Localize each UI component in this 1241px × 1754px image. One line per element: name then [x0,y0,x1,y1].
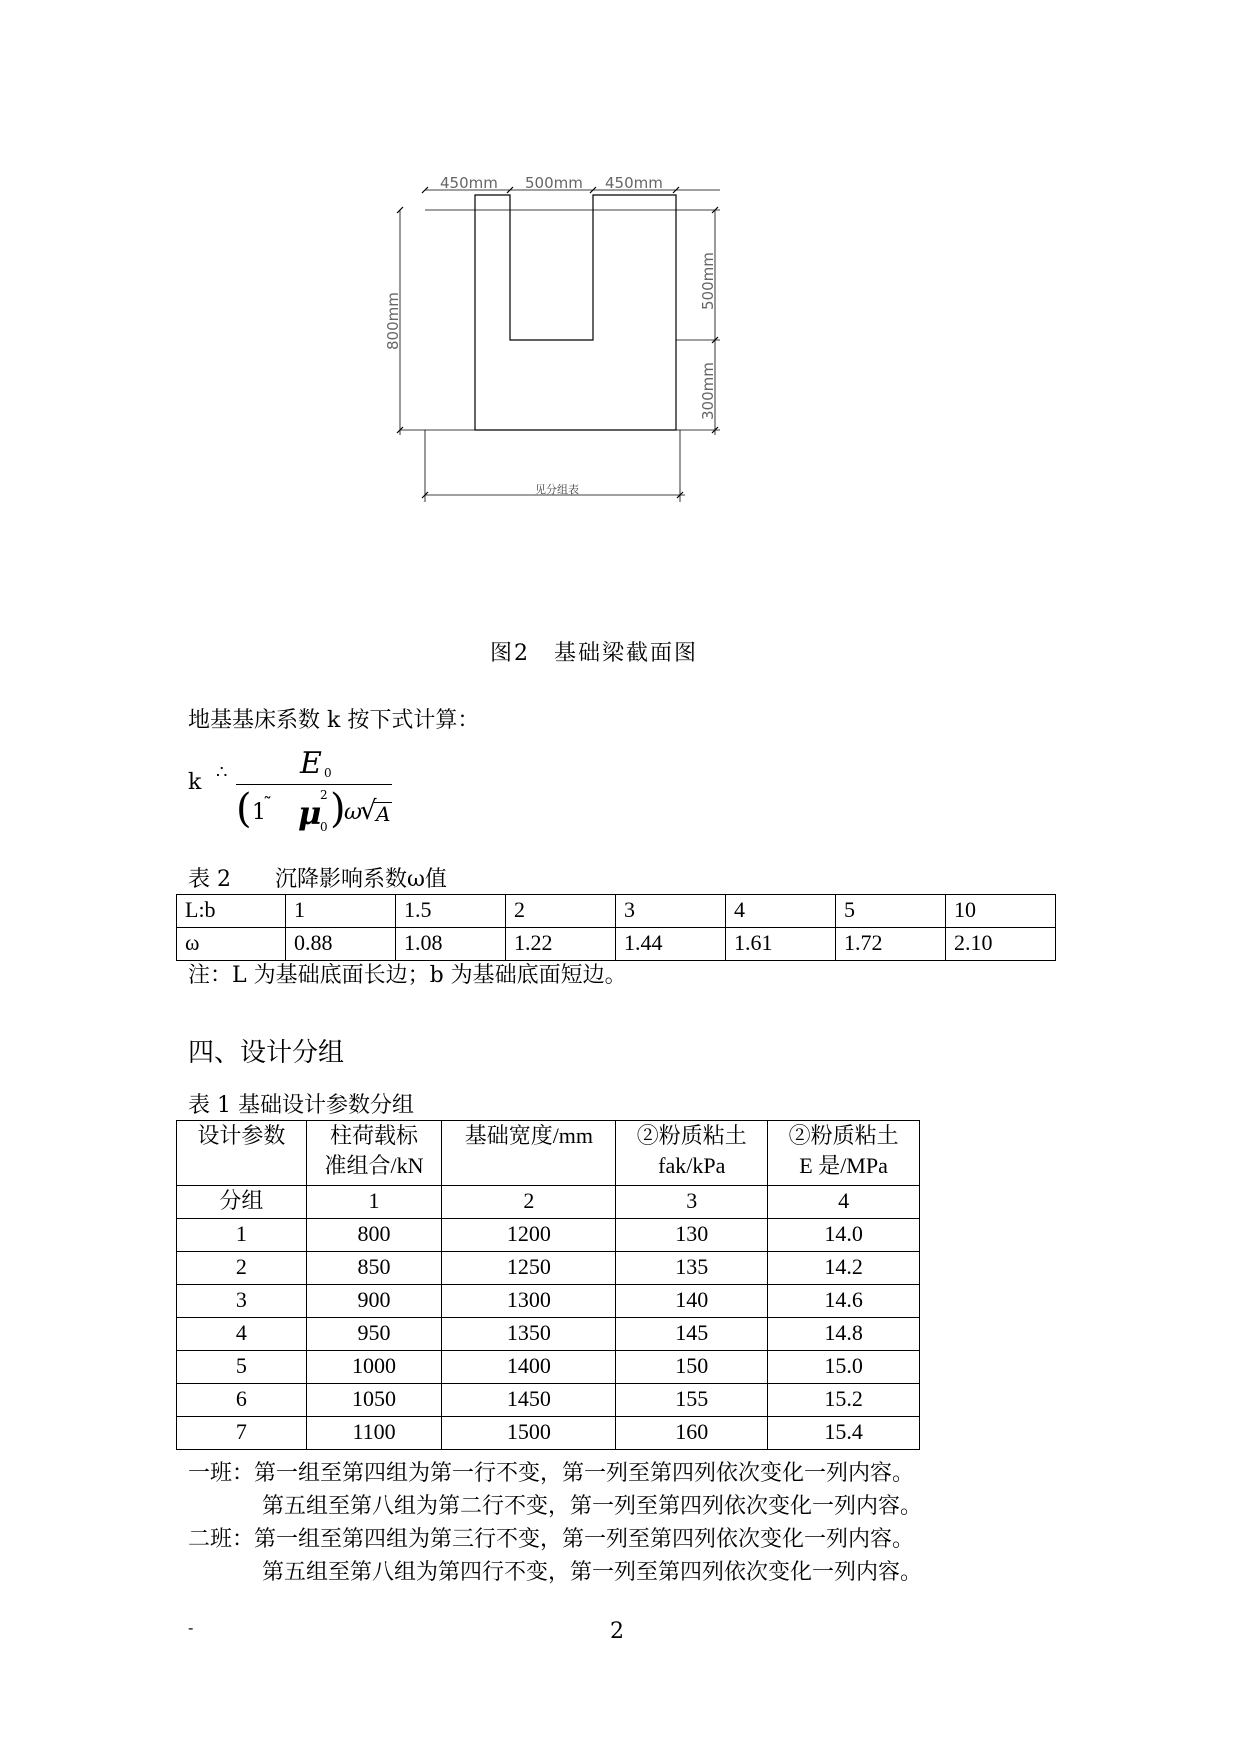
figure-caption: 图2 基础梁截面图 [490,641,698,666]
table-cell: 850 [306,1252,442,1285]
table-cell: 1.44 [616,928,726,961]
dim-top-left: 450mm [440,174,498,192]
table-row [177,1351,920,1384]
table-cell: 1450 [442,1384,616,1417]
table-row [177,1384,920,1417]
formula-numerator: E [300,746,322,781]
table-cell: 3 [616,895,726,928]
footer-dash: - [188,1618,194,1637]
note-line-2: 第五组至第八组为第二行不变，第一列至第四列依次变化一列内容。 [262,1494,923,1519]
table-row [177,895,1056,928]
table-cell: 4 [177,1318,307,1351]
table-cell: 1 [177,1219,307,1252]
table-row [177,928,1056,961]
table-cell: 14.2 [768,1252,920,1285]
table-cell: 1000 [306,1351,442,1384]
beam-section-figure [384,174,740,560]
formula-minus: ˜ [263,794,272,815]
table-cell: 1050 [306,1384,442,1417]
table-cell: L:b [177,895,286,928]
table2-caption: 表 2 沉降影响系数ω值 [188,867,447,892]
table-cell: 900 [306,1285,442,1318]
note-line-4: 第五组至第八组为第四行不变，第一列至第四列依次变化一列内容。 [262,1560,923,1585]
intro-text: 地基基床系数 k 按下式计算： [188,708,480,733]
table-cell: 1.08 [396,928,506,961]
formula-exp: 2 [320,788,328,802]
table-cell: 1.72 [836,928,946,961]
formula-sqrt: √ [360,796,377,826]
formula-one: 1 [252,800,266,825]
table-row [177,1252,920,1285]
table-cell: 15.4 [768,1417,920,1450]
table-cell: 7 [177,1417,307,1450]
table-cell: 5 [177,1351,307,1384]
table-cell: 3 [177,1285,307,1318]
table-cell: ω [177,928,286,961]
table-cell: 1 [286,895,396,928]
table-header-cell: ②粉质粘土 fak/kPa [616,1121,768,1186]
formula [188,746,408,850]
table-cell: 140 [616,1285,768,1318]
table-row [177,1219,920,1252]
table-cell: 135 [616,1252,768,1285]
note-line-3: 二班：第一组至第四组为第三行不变，第一列至第四列依次变化一列内容。 [188,1527,915,1552]
table-cell: 1100 [306,1417,442,1450]
table-cell: 2.10 [946,928,1056,961]
dim-right-lower: 300mm [699,362,717,420]
settlement-coefficient-table [176,894,1056,961]
table-cell: 分组 [177,1186,307,1219]
formula-omega: ω [344,800,362,825]
dim-left-height: 800mm [384,292,402,350]
table-header-cell: 设计参数 [177,1121,307,1186]
page-number: 2 [610,1619,624,1644]
table-cell: 155 [616,1384,768,1417]
table-cell: 1350 [442,1318,616,1351]
table-cell: 4 [726,895,836,928]
table-cell: 150 [616,1351,768,1384]
formula-numerator-sub: 0 [324,766,332,780]
table-header-cell: 基础宽度/mm [442,1121,616,1186]
table-cell: 1500 [442,1417,616,1450]
table-cell: 10 [946,895,1056,928]
table-cell: 14.6 [768,1285,920,1318]
table1-caption: 表 1 基础设计参数分组 [188,1093,414,1118]
table-cell: 3 [616,1186,768,1219]
table-cell: 2 [442,1186,616,1219]
section-title: 四、设计分组 [188,1038,345,1068]
formula-symbol: ∴ [216,762,228,783]
formula-open-paren: ( [236,786,252,832]
table-cell: 160 [616,1417,768,1450]
note-line-1: 一班：第一组至第四组为第一行不变，第一列至第四列依次变化一列内容。 [188,1461,915,1486]
table-row [177,1318,920,1351]
table-cell: 0.88 [286,928,396,961]
table-cell: 6 [177,1384,307,1417]
table-cell: 2 [177,1252,307,1285]
table-cell: 2 [506,895,616,928]
table-cell: 130 [616,1219,768,1252]
dim-right-upper: 500mm [699,252,717,310]
table-row [177,1186,920,1219]
table-cell: 14.8 [768,1318,920,1351]
dim-top-mid: 500mm [525,174,583,192]
table-cell: 5 [836,895,946,928]
table2-note: 注：L 为基础底面长边；b 为基础底面短边。 [188,963,627,988]
table-cell: 1400 [442,1351,616,1384]
section-outline [475,195,676,430]
design-parameter-table [176,1120,920,1450]
formula-A: A [376,802,391,826]
formula-mu-sub: 0 [320,820,328,834]
table-cell: 1.22 [506,928,616,961]
table-cell: 800 [306,1219,442,1252]
table-header-cell: 柱荷载标 准组合/kN [306,1121,442,1186]
table-header-row [177,1121,920,1186]
fraction-bar [236,784,392,785]
formula-k: k [188,770,202,795]
formula-close-paren: ) [330,786,346,832]
table-row [177,1417,920,1450]
table-cell: 950 [306,1318,442,1351]
table-cell: 1250 [442,1252,616,1285]
table-cell: 1.5 [396,895,506,928]
table-row [177,1285,920,1318]
table-cell: 15.2 [768,1384,920,1417]
table-header-cell: ②粉质粘土 E 是/MPa [768,1121,920,1186]
table-cell: 15.0 [768,1351,920,1384]
table-cell: 1.61 [726,928,836,961]
formula-mu: μ [298,794,322,832]
table-cell: 1 [306,1186,442,1219]
table-cell: 1300 [442,1285,616,1318]
dim-bottom: 见分组表 [535,483,579,496]
dim-top-right: 450mm [605,174,663,192]
table-cell: 4 [768,1186,920,1219]
table-cell: 1200 [442,1219,616,1252]
table-cell: 145 [616,1318,768,1351]
table-cell: 14.0 [768,1219,920,1252]
